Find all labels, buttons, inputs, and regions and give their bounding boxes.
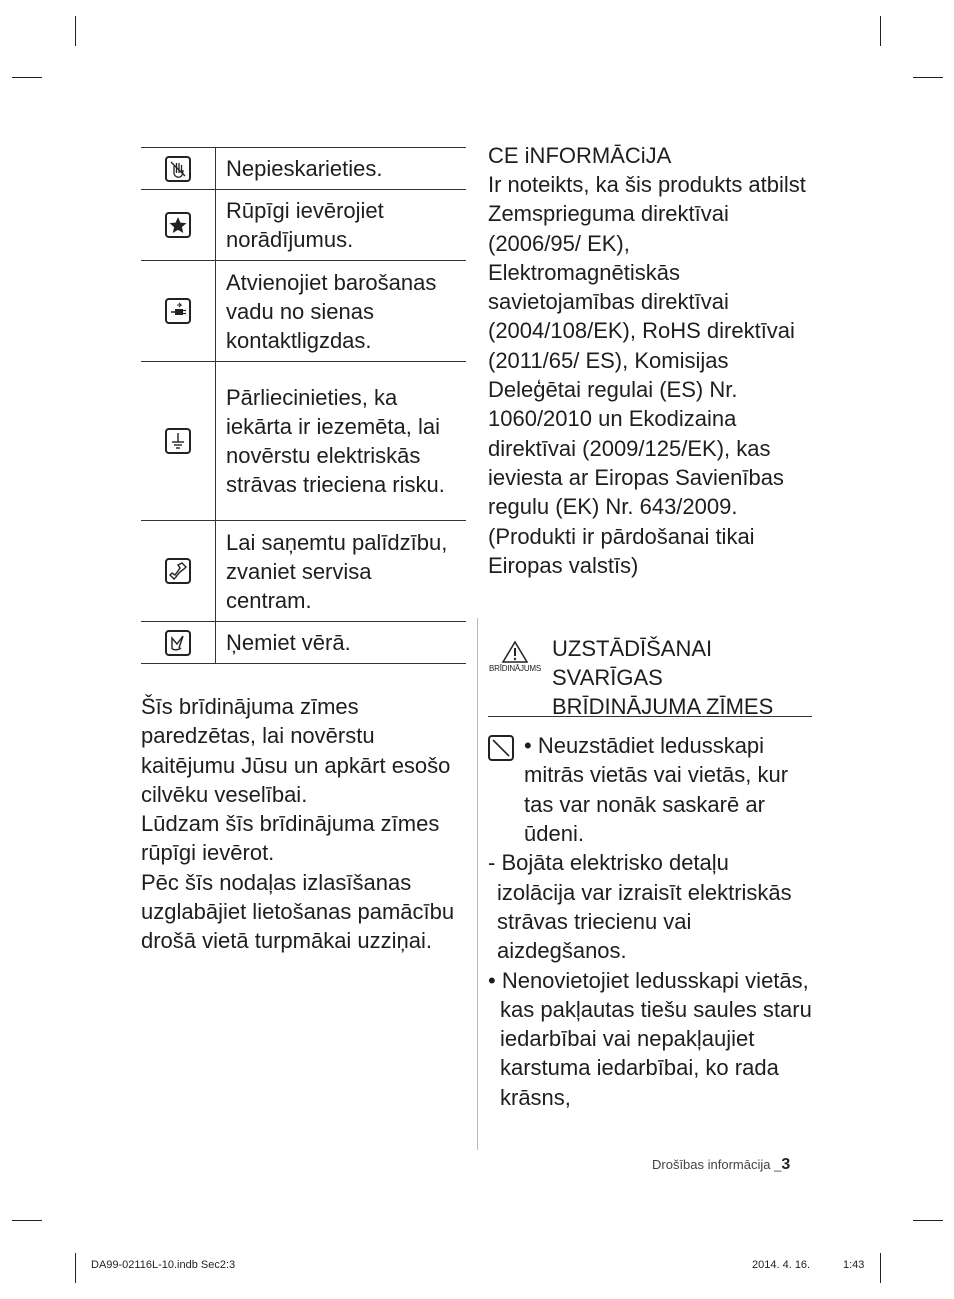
warning-badge [488, 640, 542, 674]
table-row [141, 362, 466, 521]
warning-triangle-icon [501, 640, 529, 664]
symbol-text: Ņemiet vērā. [216, 622, 467, 664]
slug-time: 1:43 [843, 1259, 865, 1271]
warning-title [552, 634, 773, 721]
page-footer [652, 1156, 790, 1174]
crop-mark [12, 77, 42, 78]
list-item: • Nenovietojiet ledusskapi vietās, kas pakļautas tiešu saules staru iedarbībai vai nepakļaujiet karstuma iedarbībai, ko rada krāsns, [488, 967, 812, 1110]
crop-mark [913, 1220, 943, 1221]
list-item [488, 731, 813, 848]
symbol-table [141, 147, 466, 664]
crop-mark [880, 16, 881, 46]
intro-paragraph: Pēc šīs nodaļas izlasīšanas uzglabājiet lietošanas pamācību drošā vietā turpmākai uzziņai. [141, 869, 455, 954]
table-row [141, 261, 466, 362]
table-row [141, 521, 466, 622]
table-row [141, 190, 466, 261]
crop-mark [12, 1220, 42, 1221]
symbol-text: Nepieskarieties. [216, 148, 467, 190]
ce-body: Ir noteikts, ka šis produkts atbilst Zemsprieguma direktīvai (2006/95/ EK), Elektromagnētiskās savietojamības direktīvai (2004/108/EK), RoHS direktīvai (2011/65/ ES), Komisijas Deleģētai regulai (ES) Nr. 1060/2010 un Ekodizaina direktīvai (2009/125/EK), kas ieviesta ar Eiropas Savienības regulu (EK) Nr. 643/2009. [488, 172, 806, 520]
table-row [141, 148, 466, 190]
crop-mark [880, 1253, 881, 1283]
right-column [488, 141, 813, 1112]
page-number: 3 [781, 1156, 791, 1173]
symbol-text: Pārliecinieties, ka iekārta ir iezemēta, lai novērstu elektriskās strāvas trieciena risku. [216, 362, 467, 521]
star-icon [165, 212, 191, 238]
note-icon [165, 630, 191, 656]
symbol-text: Rūpīgi ievērojiet norādījumus. [216, 190, 467, 261]
ground-icon [165, 428, 191, 454]
table-row [141, 622, 466, 664]
intro-text [141, 692, 466, 956]
crop-mark [913, 77, 943, 78]
warning-heading [488, 636, 812, 720]
intro-paragraph: Lūdzam šīs brīdinājuma zīmes rūpīgi ievērot. [141, 811, 440, 866]
warning-title-line: UZSTĀDĪŠANAI [552, 636, 713, 662]
warning-title-line: BRĪDINĀJUMA ZĪMES [552, 694, 774, 720]
warning-title-line: SVARĪGAS [552, 665, 663, 691]
prohibited-icon [488, 735, 514, 761]
footer-section: Drošības informācija _ [652, 1157, 782, 1172]
crop-mark [75, 16, 76, 46]
column-divider [477, 618, 478, 1150]
symbol-text: Lai saņemtu palīdzību, zvaniet servisa centram. [216, 521, 467, 622]
crop-mark [75, 1253, 76, 1283]
list-item: - Bojāta elektrisko detaļu izolācija var izraisīt elektriskās strāvas triecienu vai aizdegšanos. [488, 850, 792, 964]
warning-list [488, 731, 813, 1112]
left-column [141, 147, 466, 956]
warning-label: BRĪDINĀJUMS [488, 664, 542, 674]
ce-note: (Produkti ir pārdošanai tikai Eiropas valstīs) [488, 523, 755, 578]
phone-icon [165, 558, 191, 584]
list-item-text: • Neuzstādiet ledusskapi mitrās vietās vai vietās, kur tas var nonāk saskarē ar ūdeni. [524, 733, 789, 847]
unplug-icon [165, 298, 191, 324]
slug-file: DA99-02116L-10.indb Sec2:3 [91, 1259, 236, 1271]
intro-paragraph: Šīs brīdinājuma zīmes paredzētas, lai novērstu kaitējumu Jūsu un apkārt esošo cilvēku veselībai. [141, 694, 451, 807]
slug-date: 2014. 4. 16. [752, 1259, 811, 1271]
symbol-text: Atvienojiet barošanas vadu no sienas kontaktligzdas. [216, 261, 467, 362]
no-touch-icon [165, 156, 191, 182]
ce-title: CE iNFORMĀCiJA [488, 143, 672, 168]
